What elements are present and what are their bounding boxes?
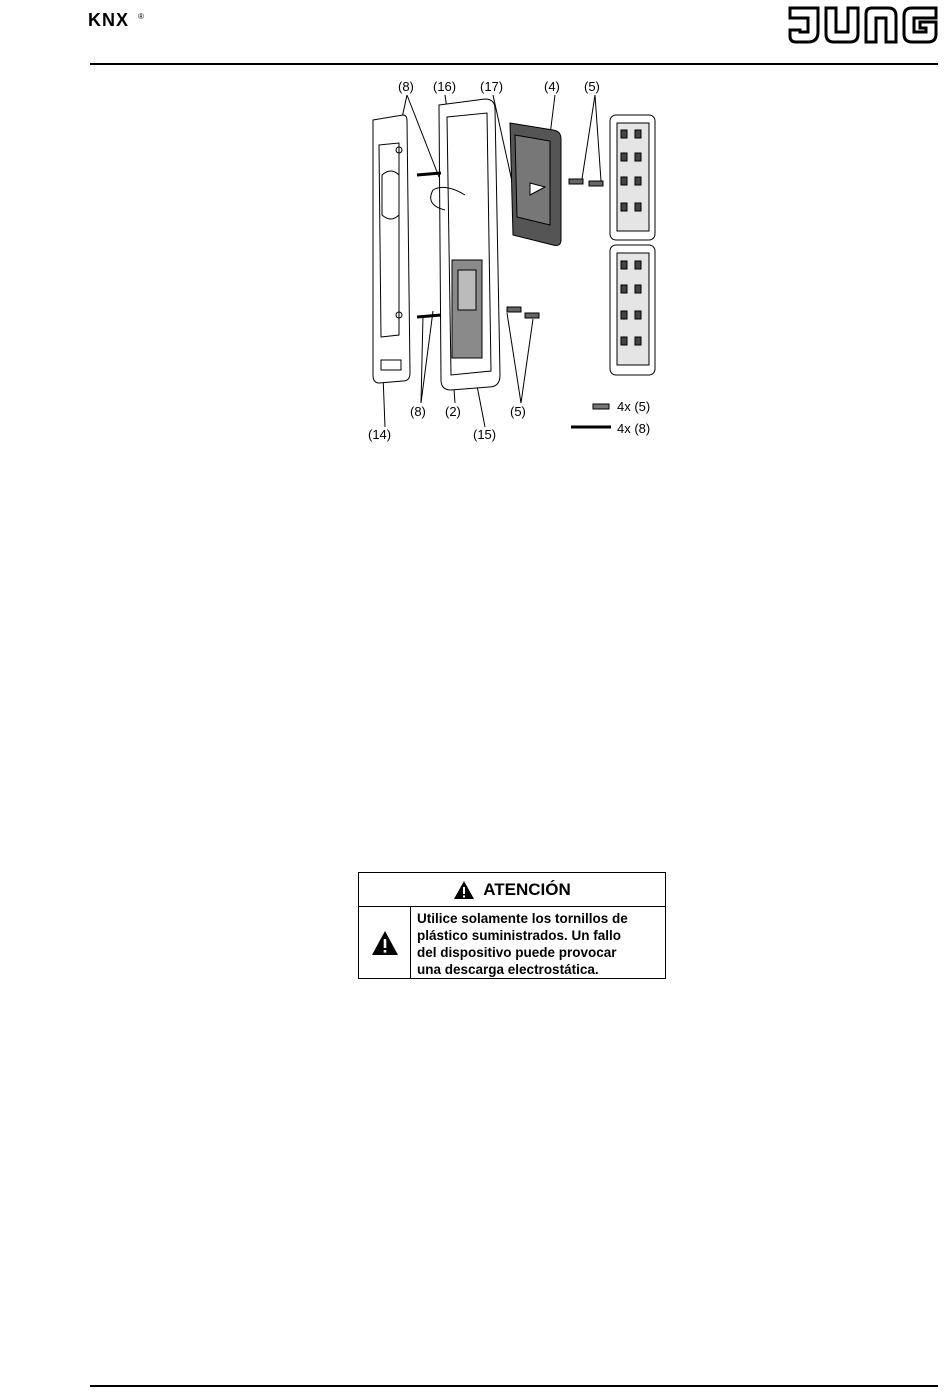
callout-8-bottom: (8) — [410, 404, 426, 419]
warning-triangle-icon — [453, 880, 475, 900]
jung-logo — [786, 4, 940, 46]
caution-box — [358, 872, 666, 979]
knx-registered-mark: ® — [138, 12, 144, 21]
callout-5-top: (5) — [584, 79, 600, 94]
caution-text — [411, 907, 634, 978]
callout-5-bottom: (5) — [510, 404, 526, 419]
caution-title: ATENCIÓN — [483, 879, 571, 899]
knx-logo-text: KNX — [88, 10, 130, 30]
caution-body — [359, 907, 665, 978]
caution-line: una descarga electrostática. — [417, 962, 599, 977]
legend-screw-5: 4x (5) — [617, 399, 651, 414]
callout-15: (15) — [473, 427, 497, 442]
callout-16: (16) — [433, 79, 457, 94]
callout-4: (4) — [544, 79, 560, 94]
caution-header — [359, 873, 665, 907]
warning-triangle-icon — [371, 930, 399, 956]
callout-2: (2) — [445, 404, 461, 419]
footer-rule — [90, 1385, 938, 1387]
assembly-figure — [355, 75, 670, 445]
header-rule — [90, 63, 938, 65]
caution-line: del dispositivo puede provocar — [417, 945, 617, 960]
legend-screw-8: 4x (8) — [617, 421, 651, 436]
callout-8-top: (8) — [398, 79, 414, 94]
caution-line: plástico suministrados. Un fallo — [417, 928, 622, 943]
caution-icon-cell — [359, 907, 411, 978]
callout-17: (17) — [480, 79, 504, 94]
callout-14: (14) — [368, 427, 392, 442]
knx-logo — [88, 10, 148, 36]
caution-line: Utilice solamente los tornillos de — [417, 911, 628, 926]
